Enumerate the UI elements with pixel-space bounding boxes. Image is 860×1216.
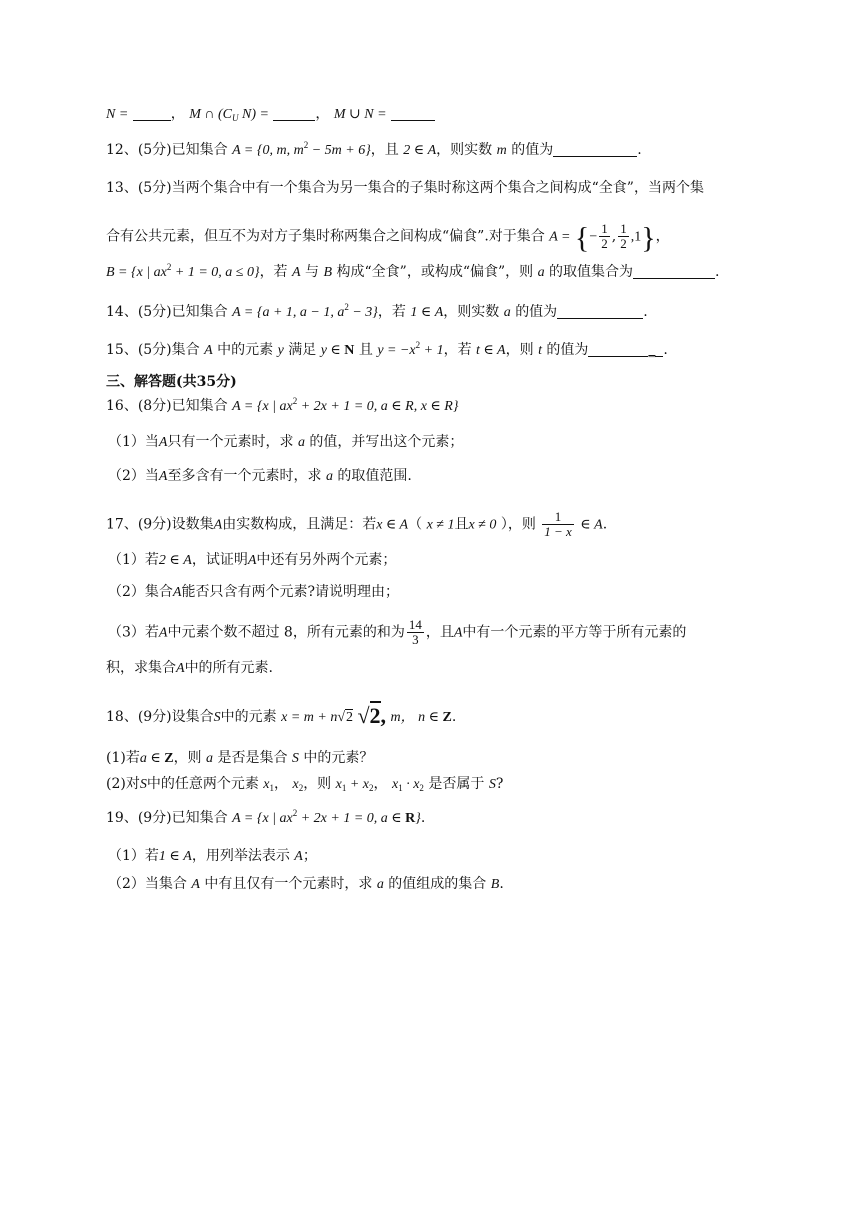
fraction: $\frac{1}{2}$ xyxy=(620,221,627,251)
answer-blank xyxy=(633,264,715,279)
question-15: 15、(5分)集合 A 中的元素 y 满足 y ∈ N 且 $y = -x^2 + 1$，若 t ∈ A，则 t 的值为 _ . xyxy=(106,340,668,358)
answer-line-n: N = ， M ∩ ($C_U$ N) = ， M ∪ N = xyxy=(106,104,435,125)
question-12: 12、(5分)已知集合 A = {0, m, $m^2 - 5m + 6$}，且 2 ∈ A，则实数 m 的值为 . xyxy=(106,140,642,158)
answer-blank xyxy=(553,142,637,157)
question-19-part-1: （1）若1 ∈ A，用列举法表示 A； xyxy=(108,848,317,864)
set-b-expression: B = {x | $ax^2 + 1 = 0$, a ≤ 0} xyxy=(106,262,260,280)
question-13-line-2: 合有公共元素，但互不为对方子集时称两集合之间构成“偏食”.对于集合 A = {− $\frac{1}{2}$ , $\frac{1}{2}$ ,1}， xyxy=(106,221,670,255)
set-expression: A = {x | $ax^2 + 2x + 1 = 0$, a ∈ xyxy=(232,808,406,826)
answer-blank xyxy=(273,106,315,121)
answer-blank xyxy=(133,106,171,121)
question-18: 18、(9分)设集合S中的元素 x = m + n√2 √2, m， n ∈ Z. xyxy=(106,703,457,728)
fraction: $\frac{1}{2}$ xyxy=(601,221,608,251)
question-17-part-3-cont: 积，求集合A中的所有元素. xyxy=(106,660,274,676)
question-14: 14、(5分)已知集合 A = {a + 1, a − 1, $a^2 - 3$}，若 1 ∈ A，则实数 a 的值为 . xyxy=(106,302,648,320)
question-19-part-2: （2）当集合 A 中有且仅有一个元素时，求 a 的值组成的集合 B. xyxy=(108,876,504,892)
set-expression: A = {0, m, $m^2 - 5m + 6$} xyxy=(232,140,371,158)
question-16: 16、(8分)已知集合 A = {x | $ax^2 + 2x + 1 = 0$, a ∈ R, x ∈ R} xyxy=(106,396,459,414)
question-16-part-1: （1）当A只有一个元素时，求 a 的值，并写出这个元素； xyxy=(108,434,464,450)
question-17: 17、(9分)设数集A由实数构成，且满足：若x ∈ A（ x ≠ 1且x ≠ 0 ），则 $\frac{1}{1 - x}$ ∈ A. xyxy=(106,509,608,539)
answer-blank xyxy=(588,342,648,357)
section-heading: 三、解答题(共35分) xyxy=(106,374,237,390)
m-complement: M ∩ (C xyxy=(189,107,232,122)
question-18-part-2: (2)对S中的任意两个元素 $x_1$， $x_2$，则 $x_1 + x_2$， $x_1 \cdot x_2$ 是否属于 S? xyxy=(106,776,504,793)
answer-blank xyxy=(391,106,435,121)
product-expression: $x_1 \cdot x_2$ xyxy=(391,777,424,793)
set-expression: A = {a + 1, a − 1, $a^2 - 3$} xyxy=(232,302,378,320)
question-17-part-2: （2）集合A能否只含有两个元素?请说明理由； xyxy=(108,584,399,600)
question-13-line-3: B = {x | $ax^2 + 1 = 0$, a ≤ 0}，若 A 与 B 构成“全食”，或构成“偏食”，则 a 的取值集合为 . xyxy=(106,262,720,280)
sum-expression: $x_1 + x_2$ xyxy=(335,777,374,793)
question-18-part-1: (1)若a ∈ Z，则 a 是否是集合 S 中的元素？ xyxy=(106,750,374,766)
sqrt-two-glyph: √2 xyxy=(357,703,381,728)
fraction: $\frac{14}{3}$ xyxy=(408,617,422,647)
n-equals: N = xyxy=(106,107,129,122)
set-expression: A = {x | $ax^2 + 2x + 1 = 0$, a ∈ R, x ∈ R} xyxy=(232,396,459,414)
question-17-part-1: （1）若2 ∈ A，试证明A中还有另外两个元素； xyxy=(108,552,397,568)
question-17-part-3: （3）若A中元素个数不超过 8，所有元素的和为 $\frac{14}{3}$ ，且A中有一个元素的平方等于所有元素的 xyxy=(108,617,687,647)
answer-blank xyxy=(557,304,643,319)
question-16-part-2: （2）当A至多含有一个元素时，求 a 的取值范围. xyxy=(108,468,412,484)
m-union-n: M ∪ N = xyxy=(333,107,387,122)
fraction: $\frac{1}{1 - x}$ xyxy=(544,509,572,539)
question-13-line-1: 13、(5分)当两个集合中有一个集合为另一集合的子集时称这两个集合之间构成“全食”，当两个集 xyxy=(106,180,704,196)
question-19: 19、(9分)已知集合 A = {x | $ax^2 + 2x + 1 = 0$, a ∈ R}. xyxy=(106,808,426,826)
